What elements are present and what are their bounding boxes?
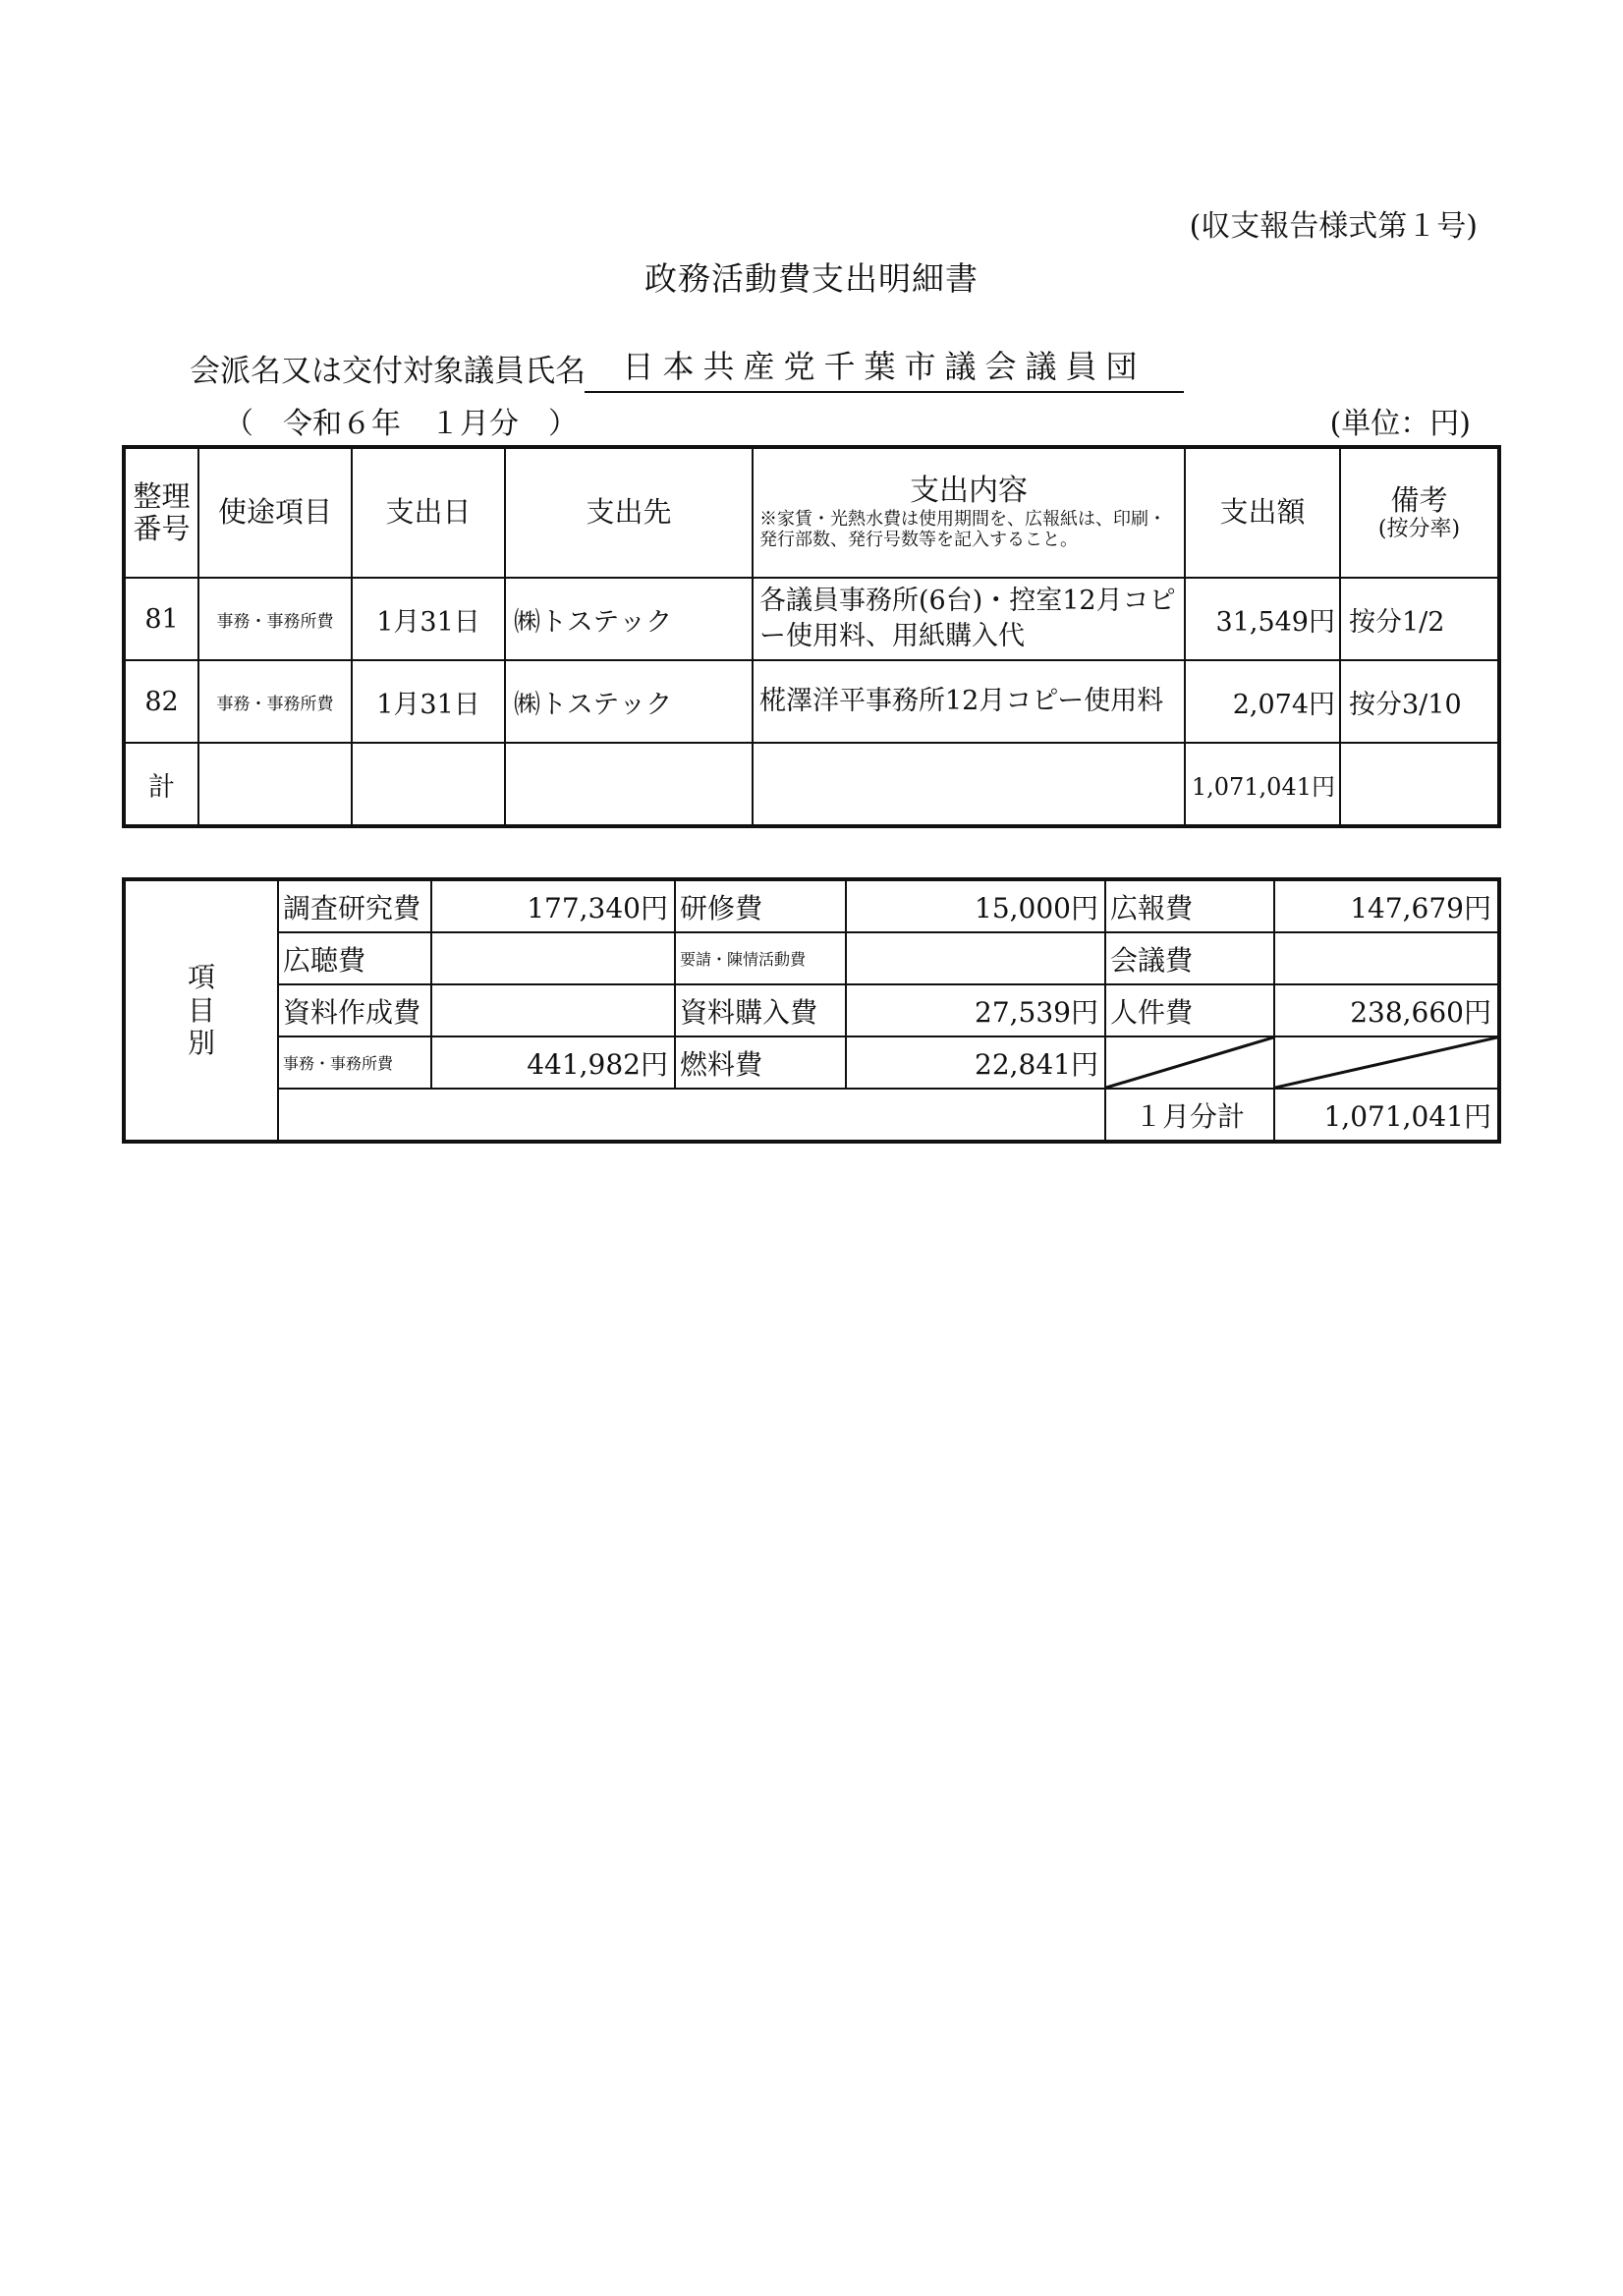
total-label: 計 [124, 743, 198, 826]
table-row [124, 578, 1499, 660]
slashed-cell [1274, 1036, 1499, 1089]
category-summary-table [122, 877, 1501, 1144]
office-label: 事務・事務所費 [278, 1036, 431, 1089]
form-number: (収支報告様式第１号) [1189, 209, 1478, 244]
pr-amount: 147,679円 [1274, 879, 1499, 932]
training-label: 研修費 [675, 879, 846, 932]
hearing-amount [431, 932, 675, 984]
header-purpose: 使途項目 [198, 447, 352, 578]
faction-name: 日本共産党千葉市議会議員団 [585, 342, 1184, 393]
summary-row [124, 1036, 1499, 1089]
meeting-amount [1274, 932, 1499, 984]
row-amount: 2,074円 [1185, 660, 1340, 743]
slashed-cell [1105, 1036, 1274, 1089]
personnel-amount: 238,660円 [1274, 984, 1499, 1036]
document-purchase-amount: 27,539円 [846, 984, 1105, 1036]
empty-cell [198, 743, 352, 826]
document-title: 政務活動費支出明細書 [644, 259, 979, 298]
empty-cell [505, 743, 753, 826]
training-amount: 15,000円 [846, 879, 1105, 932]
header-number: 整理番号 [124, 447, 198, 578]
monthly-total-label: １月分計 [1105, 1089, 1274, 1142]
monthly-total-amount: 1,071,041円 [1274, 1089, 1499, 1142]
empty-cell [352, 743, 505, 826]
diagonal-slash [1275, 1037, 1497, 1088]
office-amount: 441,982円 [431, 1036, 675, 1089]
header-remarks [1340, 447, 1499, 578]
summary-row-header: 項目別 [124, 879, 278, 1142]
empty-cell [753, 743, 1185, 826]
row-remarks: 按分3/10 [1340, 660, 1499, 743]
period: （ 令和６年 １月分 ） [224, 407, 578, 441]
empty-cell [278, 1089, 1105, 1142]
fuel-label: 燃料費 [675, 1036, 846, 1089]
header-amount: 支出額 [1185, 447, 1340, 578]
row-content: 各議員事務所(6台)・控室12月コピー使用料、用紙購入代 [753, 578, 1185, 660]
row-remarks: 按分1/2 [1340, 578, 1499, 660]
summary-row [124, 879, 1499, 932]
document-creation-label: 資料作成費 [278, 984, 431, 1036]
row-amount: 31,549円 [1185, 578, 1340, 660]
research-amount: 177,340円 [431, 879, 675, 932]
document-purchase-label: 資料購入費 [675, 984, 846, 1036]
total-row [124, 743, 1499, 826]
row-payee: ㈱トステック [505, 660, 753, 743]
table-header-row [124, 447, 1499, 578]
header-remarks-sub: (按分率) [1377, 517, 1461, 542]
row-date: 1月31日 [352, 578, 505, 660]
expense-detail-table [122, 445, 1501, 828]
document-creation-amount [431, 984, 675, 1036]
empty-cell [1340, 743, 1499, 826]
research-label: 調査研究費 [278, 879, 431, 932]
row-purpose: 事務・事務所費 [198, 660, 352, 743]
header-content-label: 支出内容 [910, 474, 1028, 509]
unit-label: (単位：円) [1329, 407, 1471, 441]
row-number: 82 [124, 660, 198, 743]
summary-row [124, 984, 1499, 1036]
row-date: 1月31日 [352, 660, 505, 743]
total-amount: 1,071,041円 [1185, 743, 1340, 826]
table-row [124, 660, 1499, 743]
pr-label: 広報費 [1105, 879, 1274, 932]
diagonal-slash [1106, 1037, 1273, 1088]
header-content [753, 447, 1185, 578]
header-content-note: ※家賃・光熱水費は使用期間を、広報紙は、印刷・発行部数、発行号数等を記入すること。 [759, 508, 1166, 551]
header-remarks-label: 備考 [1390, 482, 1448, 517]
summary-row [124, 932, 1499, 984]
row-number: 81 [124, 578, 198, 660]
meeting-label: 会議費 [1105, 932, 1274, 984]
faction-label: 会派名又は交付対象議員氏名 [190, 354, 586, 389]
petition-label: 要請・陳情活動費 [675, 932, 846, 984]
summary-total-row [124, 1089, 1499, 1142]
row-payee: ㈱トステック [505, 578, 753, 660]
header-date: 支出日 [352, 447, 505, 578]
hearing-label: 広聴費 [278, 932, 431, 984]
row-content: 椛澤洋平事務所12月コピー使用料 [753, 660, 1185, 743]
header-payee: 支出先 [505, 447, 753, 578]
fuel-amount: 22,841円 [846, 1036, 1105, 1089]
personnel-label: 人件費 [1105, 984, 1274, 1036]
petition-amount [846, 932, 1105, 984]
row-purpose: 事務・事務所費 [198, 578, 352, 660]
